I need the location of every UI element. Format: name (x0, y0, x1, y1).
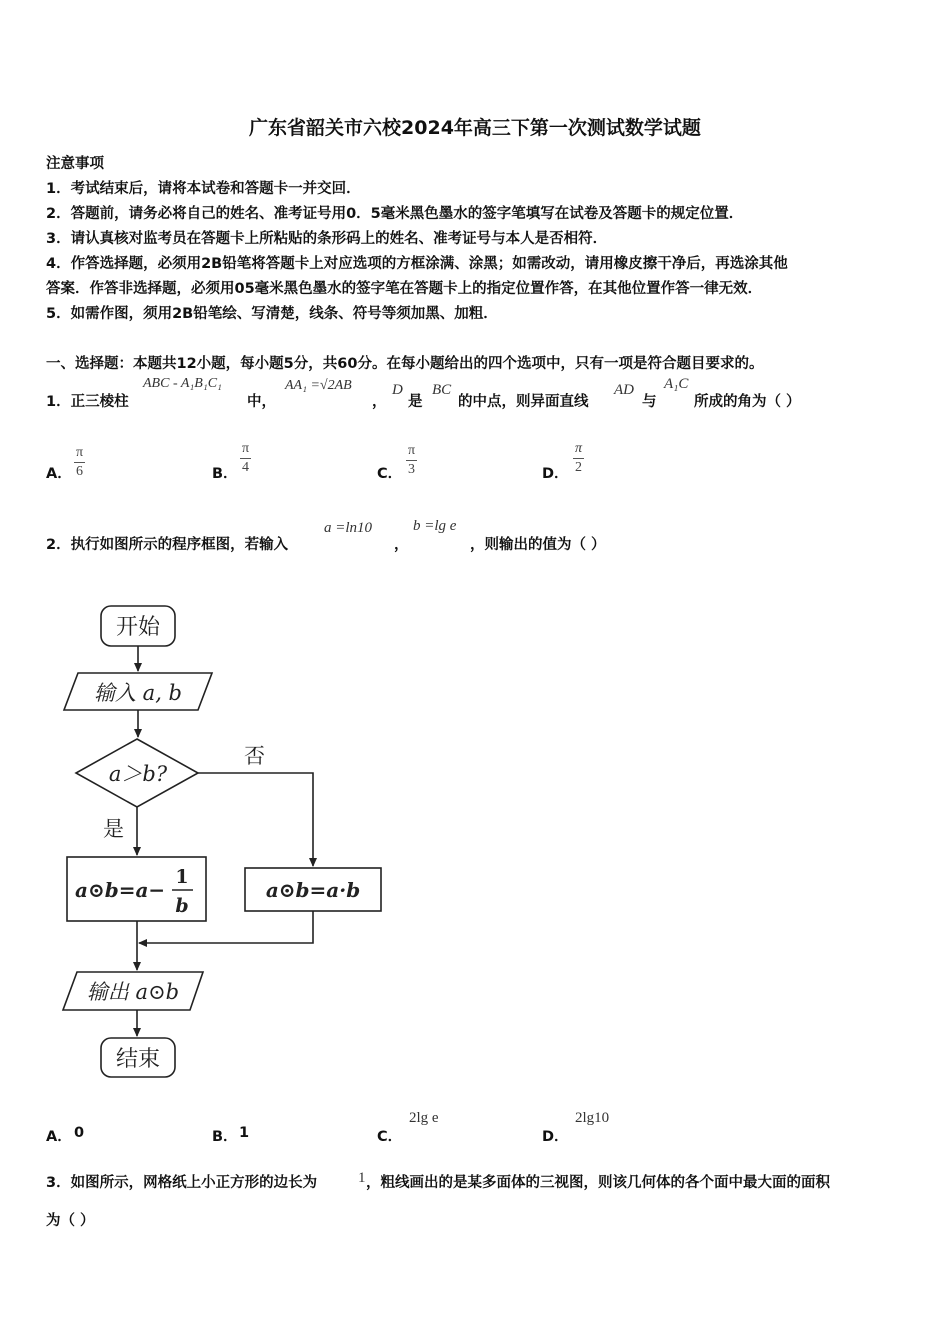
q1-expr-d: D (392, 382, 403, 398)
flowchart-no-label: 否 (244, 744, 265, 768)
flowchart-end-label: 结束 (115, 1047, 161, 1072)
notice-line: 2．答题前，请务必将自己的姓名、准考证号用0．5毫米黑色墨水的签字笔填写在试卷及答题卡的规定位置． (46, 206, 744, 222)
q2-option-b-letter: B． (212, 1129, 238, 1145)
flowchart-decision-label: a＞b? (108, 762, 168, 786)
flowchart-input-label: 输入 a, b (94, 681, 182, 705)
flowchart-right-process-label: a⊙b=a·b (265, 878, 361, 902)
q1-text: 与 (642, 394, 657, 410)
flowchart-start-label: 开始 (115, 615, 161, 640)
q2-text: ，则输出的值为（ ） (470, 537, 606, 553)
page-title: 广东省韶关市六校2024年高三下第一次测试数学试题 (249, 117, 701, 139)
q1-option-d-letter: D． (542, 466, 569, 482)
q1-option-b-letter: B． (212, 466, 238, 482)
q1-text: 中， (247, 394, 276, 410)
q2-text: ， (394, 537, 409, 553)
notice-line: 答案．作答非选择题，必须用05毫米黑色墨水的签字笔在答题卡上的指定位置作答，在其他位置作答一律无效． (46, 281, 763, 297)
notice-line: 1．考试结束后，请将本试卷和答题卡一并交回． (46, 181, 361, 197)
notice-line: 5．如需作图，须用2B铅笔绘、写清楚，线条、符号等须加黑、加粗． (46, 306, 498, 322)
q1-text: 是 (408, 394, 423, 410)
q2-option-a-value: 0 (74, 1125, 85, 1141)
q2-expr-b: b =lg e (413, 518, 457, 534)
q1-text: ， (372, 394, 387, 410)
flowchart-left-process-label: a⊙b=a− (75, 878, 166, 902)
flowchart-left-frac-num: 1 (175, 866, 189, 888)
q3-text: 为（ ） (46, 1213, 95, 1229)
q2-option-b-value: 1 (239, 1125, 250, 1141)
q2-option-c-value: 2lg e (409, 1110, 439, 1126)
q3-stem: 3．如图所示，网格纸上小正方形的边长为 (46, 1175, 318, 1191)
section-heading: 一、选择题：本题共12小题，每小题5分，共60分。在每小题给出的四个选项中，只有一项是符合题目要求的。 (46, 356, 764, 372)
q1-option-a-letter: A． (46, 466, 72, 482)
q1-option-c-value: $\frac{\pi}{3}$ (408, 443, 416, 477)
q1-expr-prism: ABC - A₁B₁C₁ (143, 376, 222, 391)
q1-option-c-letter: C． (377, 466, 403, 482)
q1-text: 所成的角为（ ） (694, 394, 801, 410)
flowchart-yes-label: 是 (103, 817, 124, 841)
q1-option-a-value: $\frac{\pi}{6}$ (76, 445, 84, 479)
flowchart-arrow-no (198, 773, 313, 866)
notice-line: 4．作答选择题，必须用2B铅笔将答题卡上对应选项的方框涂满、涂黑；如需改动，请用橡皮擦干净后，再选涂其他 (46, 256, 788, 272)
q1-option-d-value: $\frac{\pi}{2}$ (575, 441, 583, 475)
flowchart-output-label: 输出 a⊙b (86, 980, 180, 1004)
q2-option-d-value: 2lg10 (575, 1110, 610, 1126)
q1-expr-bc: BC (432, 382, 452, 398)
flowchart-left-frac-den: b (175, 895, 189, 917)
q1-expr-aa1: AA₁ =√2AB (285, 378, 352, 393)
q1-stem: 1．正三棱柱 (46, 394, 129, 410)
notice-heading: 注意事项 (46, 156, 104, 172)
q2-option-d-letter: D． (542, 1129, 569, 1145)
q1-expr-a1c: A₁C (664, 376, 689, 392)
q2-option-a-letter: A． (46, 1129, 72, 1145)
q1-expr-ad: AD (614, 382, 634, 398)
q1-option-b-value: $\frac{\pi}{4}$ (242, 441, 250, 475)
q2-expr-a: a =ln10 (324, 520, 373, 536)
q2-stem: 2．执行如图所示的程序框图，若输入 (46, 537, 289, 553)
q3-text: ，粗线画出的是某多面体的三视图，则该几何体的各个面中最大面的面积 (366, 1175, 830, 1191)
flowchart-arrow-merge (139, 911, 313, 943)
q3-unit: 1 (358, 1170, 366, 1186)
q2-option-c-letter: C． (377, 1129, 403, 1145)
q1-text: 的中点，则异面直线 (458, 394, 589, 410)
notice-line: 3．请认真核对监考员在答题卡上所粘贴的条形码上的姓名、准考证号与本人是否相符． (46, 231, 608, 247)
